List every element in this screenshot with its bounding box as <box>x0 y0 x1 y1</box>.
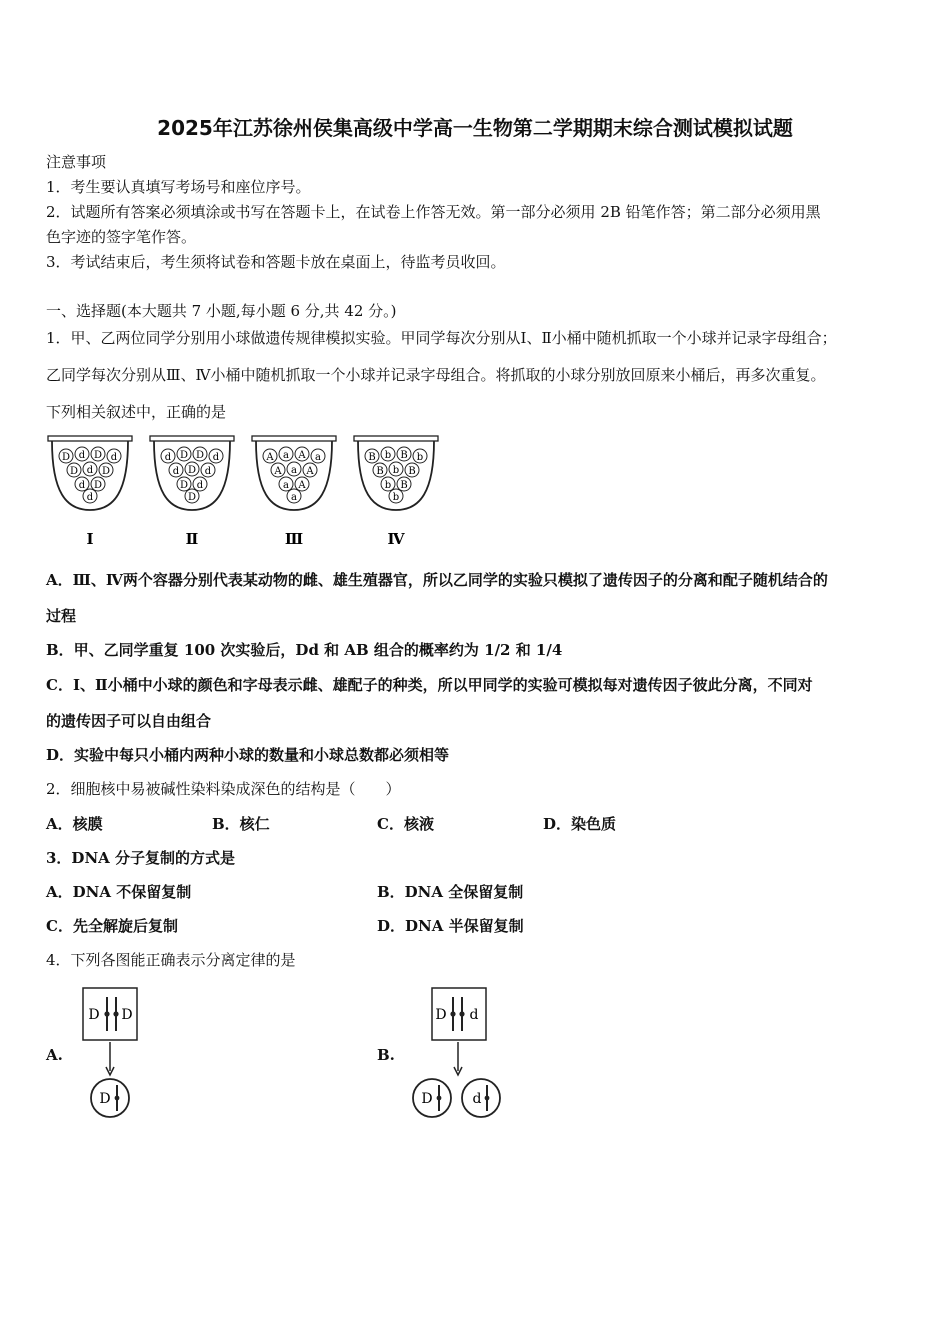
ball-label: A <box>298 480 306 491</box>
ball-label: d <box>204 466 212 477</box>
segregation-figure-a <box>80 985 160 1120</box>
fig-a-parent-left: D <box>88 1007 100 1023</box>
ball-label: a <box>283 450 289 461</box>
ball-label: B <box>376 466 384 477</box>
ball-label: d <box>78 480 86 491</box>
question-2-option-c: C．核液 <box>377 815 434 833</box>
ball-label: d <box>86 465 94 476</box>
bucket-label: Ⅰ <box>86 530 94 548</box>
question-1-stem: 下列相关叙述中，正确的是 <box>46 403 227 421</box>
question-2-option-b: B．核仁 <box>212 815 270 833</box>
notice-heading: 注意事项 <box>46 153 107 171</box>
ball-label: a <box>291 465 297 476</box>
question-3-option-a: A．DNA 不保留复制 <box>46 883 192 901</box>
page-title: 2025年江苏徐州侯集高级中学高一生物第二学期期末综合测试模拟试题 <box>157 116 793 140</box>
notice-item: 1．考生要认真填写考场号和座位序号。 <box>46 178 311 196</box>
bucket-label: Ⅲ <box>284 530 304 548</box>
ball-label: b <box>392 465 400 476</box>
ball-label: d <box>86 492 94 503</box>
ball-label: A <box>298 450 306 461</box>
section-heading: 一、选择题(本大题共 7 小题,每小题 6 分,共 42 分。) <box>46 302 397 320</box>
ball-label: D <box>93 450 103 461</box>
ball-label: a <box>315 452 321 463</box>
ball-label: B <box>368 452 376 463</box>
question-4-option-b-label: B. <box>377 1046 395 1064</box>
ball-label: D <box>179 480 189 491</box>
ball-label: A <box>274 466 282 477</box>
ball-label: a <box>283 480 289 491</box>
ball-label: d <box>172 466 180 477</box>
fig-b-parent-left: D <box>435 1007 447 1023</box>
question-1-option-a: 过程 <box>46 607 77 625</box>
bucket-3 <box>252 436 336 548</box>
question-3-option-c: C．先全解旋后复制 <box>46 917 178 935</box>
ball-label: d <box>212 452 220 463</box>
ball-label: b <box>384 480 392 491</box>
ball-label: D <box>101 466 111 477</box>
question-1-option-c: C．Ⅰ、Ⅱ小桶中小球的颜色和字母表示雌、雄配子的种类，所以甲同学的实验可模拟每对遗传因子彼此分离，不同对 <box>46 676 813 694</box>
ball-label: A <box>266 452 274 463</box>
ball-label: D <box>61 452 71 463</box>
ball-label: d <box>164 452 172 463</box>
question-3-option-d: D．DNA 半保留复制 <box>377 917 524 935</box>
question-1-option-a: A．Ⅲ、Ⅳ两个容器分别代表某动物的雌、雄生殖器官，所以乙同学的实验只模拟了遗传因子的分离和配子随机结合的 <box>46 571 828 589</box>
ball-label: B <box>400 450 408 461</box>
question-1-stem: 乙同学每次分别从Ⅲ、Ⅳ小桶中随机抓取一个小球并记录字母组合。将抓取的小球分别放回原来小桶后，再多次重复。 <box>46 366 826 384</box>
question-4-stem: 4．下列各图能正确表示分离定律的是 <box>46 951 296 969</box>
bucket-1 <box>48 436 132 548</box>
bucket-2 <box>150 436 234 548</box>
fig-b-parent-right: d <box>469 1007 479 1023</box>
question-2-option-a: A．核膜 <box>46 815 103 833</box>
question-2-stem: 2．细胞核中易被碱性染料染成深色的结构是（ ） <box>46 780 401 798</box>
question-1-stem: 1．甲、乙两位同学分别用小球做遗传规律模拟实验。甲同学每次分别从Ⅰ、Ⅱ小桶中随机抓取一个小球并记录字母组合； <box>46 329 837 347</box>
question-1-option-c: 的遗传因子可以自由组合 <box>46 712 212 730</box>
question-3-stem: 3．DNA 分子复制的方式是 <box>46 849 236 867</box>
ball-label: b <box>384 450 392 461</box>
ball-label: B <box>400 480 408 491</box>
bucket-label: Ⅱ <box>185 530 199 548</box>
question-3-option-b: B．DNA 全保留复制 <box>377 883 524 901</box>
ball-label: d <box>78 450 86 461</box>
fig-a-parent-right: D <box>121 1007 133 1023</box>
question-2-option-d: D．染色质 <box>543 815 617 833</box>
bucket-label: Ⅳ <box>387 530 405 548</box>
ball-label: A <box>306 466 314 477</box>
ball-label: B <box>408 466 416 477</box>
bucket-4 <box>354 436 438 548</box>
notice-item: 2．试题所有答案必须填涂或书写在答题卡上，在试卷上作答无效。第一部分必须用 2B 铅笔作答；第二部分必须用黑 <box>46 203 821 221</box>
ball-label: d <box>110 452 118 463</box>
fig-a-gamete: D <box>99 1091 111 1107</box>
ball-label: b <box>416 452 424 463</box>
ball-label: D <box>93 480 103 491</box>
ball-label: D <box>187 492 197 503</box>
fig-b-gamete-2: d <box>472 1091 482 1107</box>
ball-label: D <box>195 450 205 461</box>
notice-item: 色字迹的签字笔作答。 <box>46 228 197 246</box>
segregation-figure-b <box>408 985 508 1120</box>
notice-item: 3．考试结束后，考生须将试卷和答题卡放在桌面上，待监考员收回。 <box>46 253 506 271</box>
ball-label: D <box>187 465 197 476</box>
question-1-option-d: D．实验中每只小桶内两种小球的数量和小球总数都必须相等 <box>46 746 450 764</box>
ball-label: D <box>179 450 189 461</box>
ball-label: d <box>196 480 204 491</box>
buckets-figure <box>44 432 454 550</box>
ball-label: b <box>392 492 400 503</box>
ball-label: a <box>291 492 297 503</box>
ball-label: D <box>69 466 79 477</box>
question-4-option-a-label: A. <box>46 1046 63 1064</box>
fig-b-gamete-1: D <box>421 1091 433 1107</box>
question-1-option-b: B．甲、乙同学重复 100 次实验后，Dd 和 AB 组合的概率约为 1/2 和 1/4 <box>46 641 563 659</box>
